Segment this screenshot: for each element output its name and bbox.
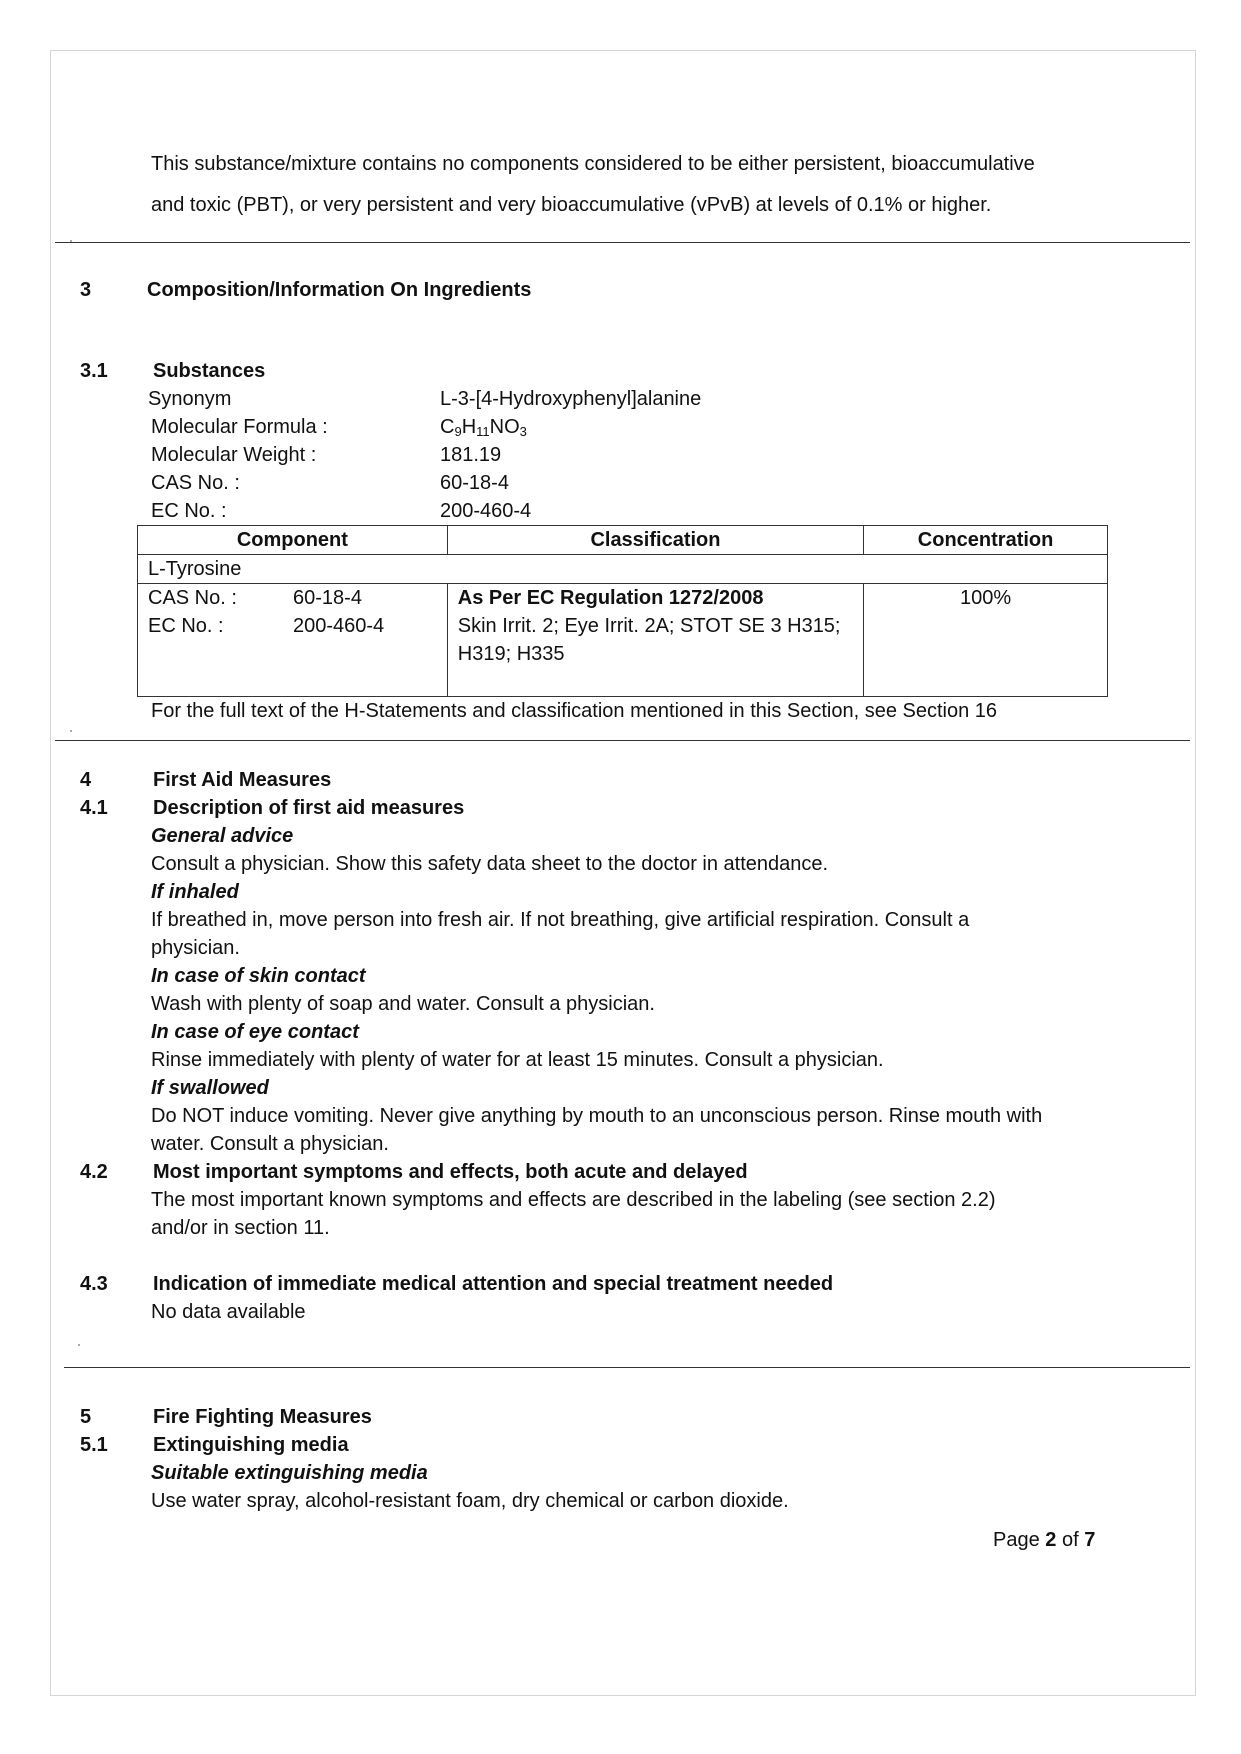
section-4-number: 4: [80, 769, 92, 791]
if-inhaled-text-1: If breathed in, move person into fresh air. If not breathing, give artificial respiration. Consult a: [151, 909, 970, 931]
page-current: 2: [1045, 1529, 1057, 1551]
section-divider: [55, 242, 1190, 243]
general-advice-text: Consult a physician. Show this safety data sheet to the doctor in attendance.: [151, 853, 829, 875]
composition-table: [137, 525, 1108, 697]
page-number: [993, 1526, 1095, 1554]
page-total: 7: [1084, 1529, 1096, 1551]
ec-label: EC No. :: [151, 500, 227, 522]
section-divider: [64, 1367, 1190, 1368]
subsection-4-1-number: 4.1: [80, 797, 108, 819]
header-concentration: Concentration: [864, 526, 1108, 555]
section-5-number: 5: [80, 1406, 92, 1428]
subsection-3-1-number: 3.1: [80, 360, 108, 382]
suitable-media-heading: Suitable extinguishing media: [151, 1462, 428, 1484]
molecular-weight-value: 181.19: [440, 444, 502, 466]
table-cas-value: 60-18-4: [293, 587, 362, 609]
eye-contact-text: Rinse immediately with plenty of water for at least 15 minutes. Consult a physician.: [151, 1049, 884, 1071]
concentration-cell: 100%: [864, 584, 1108, 697]
header-classification: Classification: [447, 526, 863, 555]
subsection-5-1-number: 5.1: [80, 1434, 108, 1456]
page-prefix: Page: [993, 1529, 1046, 1551]
medical-attention-text: No data available: [151, 1301, 306, 1323]
skin-contact-heading: In case of skin contact: [151, 965, 366, 987]
if-inhaled-heading: If inhaled: [151, 881, 239, 903]
ec-value: 200-460-4: [440, 500, 532, 522]
eye-contact-heading: In case of eye contact: [151, 1021, 359, 1043]
pbt-line-2: and toxic (PBT), or very persistent and very bioaccumulative (vPvB) at levels of 0.1% or higher.: [151, 194, 992, 216]
margin-dot: [78, 1344, 80, 1346]
table-header-row: [138, 526, 1108, 555]
section-4-title: First Aid Measures: [153, 769, 332, 791]
symptoms-text-2: and/or in section 11.: [151, 1217, 330, 1239]
table-row: [138, 584, 1108, 697]
section-3-title: Composition/Information On Ingredients: [147, 279, 532, 301]
formula-c: C: [440, 416, 455, 438]
if-swallowed-text-2: water. Consult a physician.: [151, 1133, 389, 1155]
subsection-4-2-title: Most important symptoms and effects, both acute and delayed: [153, 1161, 748, 1183]
section-3-number: 3: [80, 279, 92, 301]
table-row: [138, 555, 1108, 584]
skin-contact-text: Wash with plenty of soap and water. Consult a physician.: [151, 993, 655, 1015]
formula-h-count: 11: [476, 424, 490, 439]
symptoms-text-1: The most important known symptoms and effects are described in the labeling (see section 2.2): [151, 1189, 996, 1211]
subsection-5-1-title: Extinguishing media: [153, 1434, 349, 1456]
formula-no: NO: [489, 416, 520, 438]
table-ec-label: EC No. :: [148, 615, 224, 637]
classification-line-2: H319; H335: [457, 643, 565, 665]
if-inhaled-text-2: physician.: [151, 937, 240, 959]
formula-h: H: [461, 416, 477, 438]
component-ids: [138, 584, 448, 697]
header-component: Component: [138, 526, 448, 555]
subsection-3-1-title: Substances: [153, 360, 266, 382]
component-name: L-Tyrosine: [138, 555, 1108, 584]
regulation-title: As Per EC Regulation 1272/2008: [457, 587, 764, 609]
molecular-formula-value: [440, 413, 527, 441]
margin-dot: [70, 730, 72, 732]
table-cas-label: CAS No. :: [148, 587, 237, 609]
subsection-4-3-title: Indication of immediate medical attention and special treatment needed: [153, 1273, 834, 1295]
subsection-4-3-number: 4.3: [80, 1273, 108, 1295]
pbt-line-1: This substance/mixture contains no components considered to be either persistent, bioaccumulative: [151, 153, 1035, 175]
synonym-label: Synonym: [148, 388, 232, 410]
classification-cell: [447, 584, 863, 697]
if-swallowed-text-1: Do NOT induce vomiting. Never give anything by mouth to an unconscious person. Rinse mouth with: [151, 1105, 1043, 1127]
section-divider: [55, 740, 1190, 741]
formula-c-count: 9: [454, 424, 462, 439]
page-of: of: [1056, 1529, 1085, 1551]
molecular-weight-label: Molecular Weight :: [151, 444, 317, 466]
cas-label: CAS No. :: [151, 472, 240, 494]
general-advice-heading: General advice: [151, 825, 294, 847]
subsection-4-2-number: 4.2: [80, 1161, 108, 1183]
formula-o-count: 3: [519, 424, 527, 439]
h-statement-footnote: For the full text of the H-Statements and classification mentioned in this Section, see Section 16: [151, 700, 998, 722]
section-5-title: Fire Fighting Measures: [153, 1406, 372, 1428]
subsection-4-1-title: Description of first aid measures: [153, 797, 465, 819]
cas-value: 60-18-4: [440, 472, 509, 494]
suitable-media-text: Use water spray, alcohol-resistant foam, dry chemical or carbon dioxide.: [151, 1490, 789, 1512]
molecular-formula-label: Molecular Formula :: [151, 416, 328, 438]
table-ec-value: 200-460-4: [293, 615, 385, 637]
if-swallowed-heading: If swallowed: [151, 1077, 269, 1099]
synonym-value: L-3-[4-Hydroxyphenyl]alanine: [440, 388, 702, 410]
classification-line-1: Skin Irrit. 2; Eye Irrit. 2A; STOT SE 3 H315;: [457, 615, 841, 637]
